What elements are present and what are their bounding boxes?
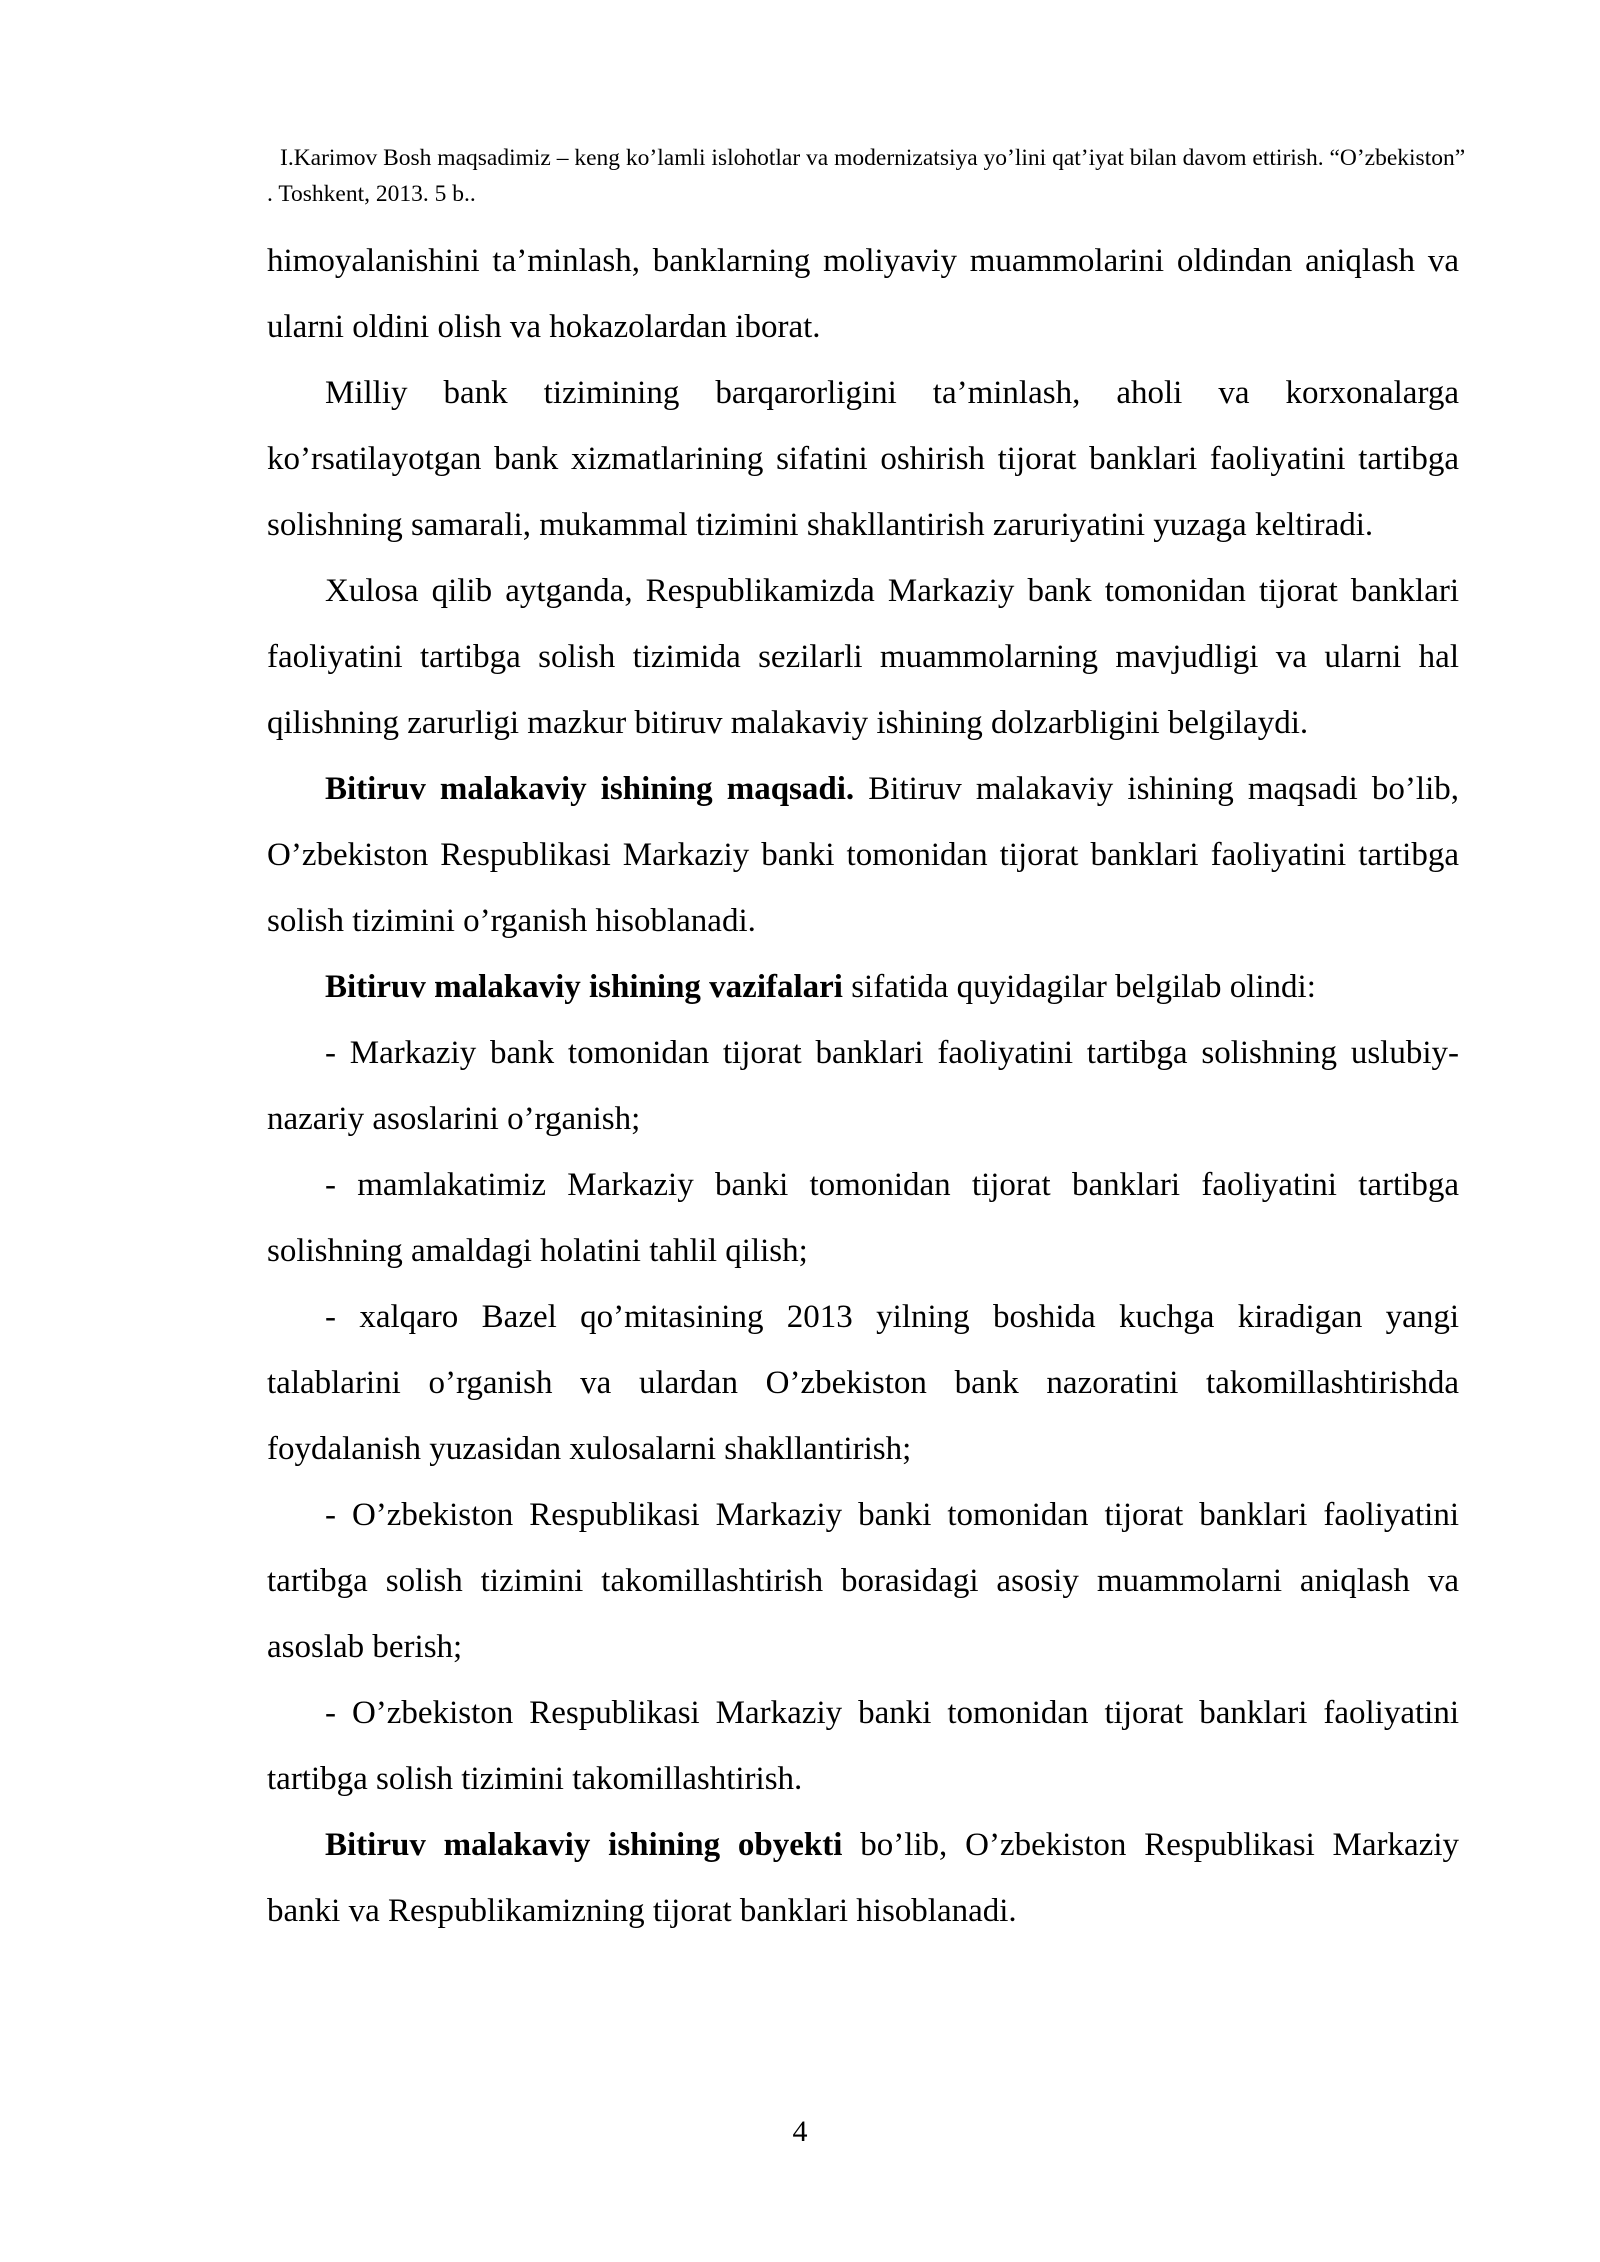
goal-heading: Bitiruv malakaviy ishining maqsadi. bbox=[325, 771, 855, 807]
page-number: 4 bbox=[792, 2115, 808, 2148]
paragraph-conclusion: Xulosa qilib aytganda, Respublikamizda Markaziy bank tomonidan tijorat banklari faoliyatini tartibga solish tizimida sezilarli muammolarning mavjudligi va ularni hal qilishning zarurligi mazkur bitiruv malakaviy ishining dolzarbligini belgilaydi. bbox=[267, 573, 1459, 741]
paragraph-stability: Milliy bank tizimining barqarorligini ta’minlash, aholi va korxonalarga ko’rsatilayotgan bank xizmatlarining sifatini oshirish tijorat banklari faoliyatini tartibga solishning samarali, mukammal tizimini shakllantirish zaruriyatini yuzaga keltiradi. bbox=[267, 375, 1459, 543]
object-heading: Bitiruv malakaviy ishining obyekti bbox=[325, 1827, 843, 1863]
paragraph-object bbox=[267, 1812, 1459, 1944]
task-item: - mamlakatimiz Markaziy banki tomonidan tijorat banklari faoliyatini tartibga solishning amaldagi holatini tahlil qilish; bbox=[267, 1167, 1459, 1269]
tasks-intro: sifatida quyidagilar belgilab olindi: bbox=[842, 969, 1316, 1005]
task-item: - O’zbekiston Respublikasi Markaziy banki tomonidan tijorat banklari faoliyatini tartibga solish tizimini takomillashtirish borasidagi asosiy muammolarni aniqlash va asoslab berish; bbox=[267, 1497, 1459, 1665]
task-item: - O’zbekiston Respublikasi Markaziy banki tomonidan tijorat banklari faoliyatini tartibga solish tizimini takomillashtirish. bbox=[267, 1695, 1459, 1797]
object-text: bo’lib, O’zbekiston Respublikasi Markaziy banki va Respublikamizning tijorat banklari hisoblanadi. bbox=[267, 1827, 1459, 1929]
footnote-text: I.Karimov Bosh maqsadimiz – keng ko’lamli islohotlar va modernizatsiya yo’lini qat’iyat bilan davom ettirish. “O’zbekiston” . Toshkent, 2013. 5 b.. bbox=[267, 145, 1466, 207]
task-item: - Markaziy bank tomonidan tijorat banklari faoliyatini tartibga solishning uslubiy-nazariy asoslarini o’rganish; bbox=[267, 1035, 1459, 1137]
paragraph-continuation: himoyalanishini ta’minlash, banklarning moliyaviy muammolarini oldindan aniqlash va ularni oldini olish va hokazolardan iborat. bbox=[267, 243, 1459, 345]
tasks-heading: Bitiruv malakaviy ishining vazifalari bbox=[325, 969, 843, 1005]
goal-text: Bitiruv malakaviy ishining maqsadi bo’lib, O’zbekiston Respublikasi Markaziy banki tomonidan tijorat banklari faoliyatini tartibga solish tizimini o’rganish hisoblanadi. bbox=[267, 771, 1459, 939]
paragraph-tasks bbox=[267, 954, 1459, 1020]
body-text bbox=[267, 228, 1459, 1944]
paragraph-goal bbox=[267, 756, 1459, 954]
task-item: - xalqaro Bazel qo’mitasining 2013 yilning boshida kuchga kiradigan yangi talablarini o’rganish va ulardan O’zbekiston bank nazoratini takomillashtirishda foydalanish yuzasidan xulosalarni shakllantirish; bbox=[267, 1299, 1459, 1467]
footnote bbox=[267, 140, 1467, 212]
